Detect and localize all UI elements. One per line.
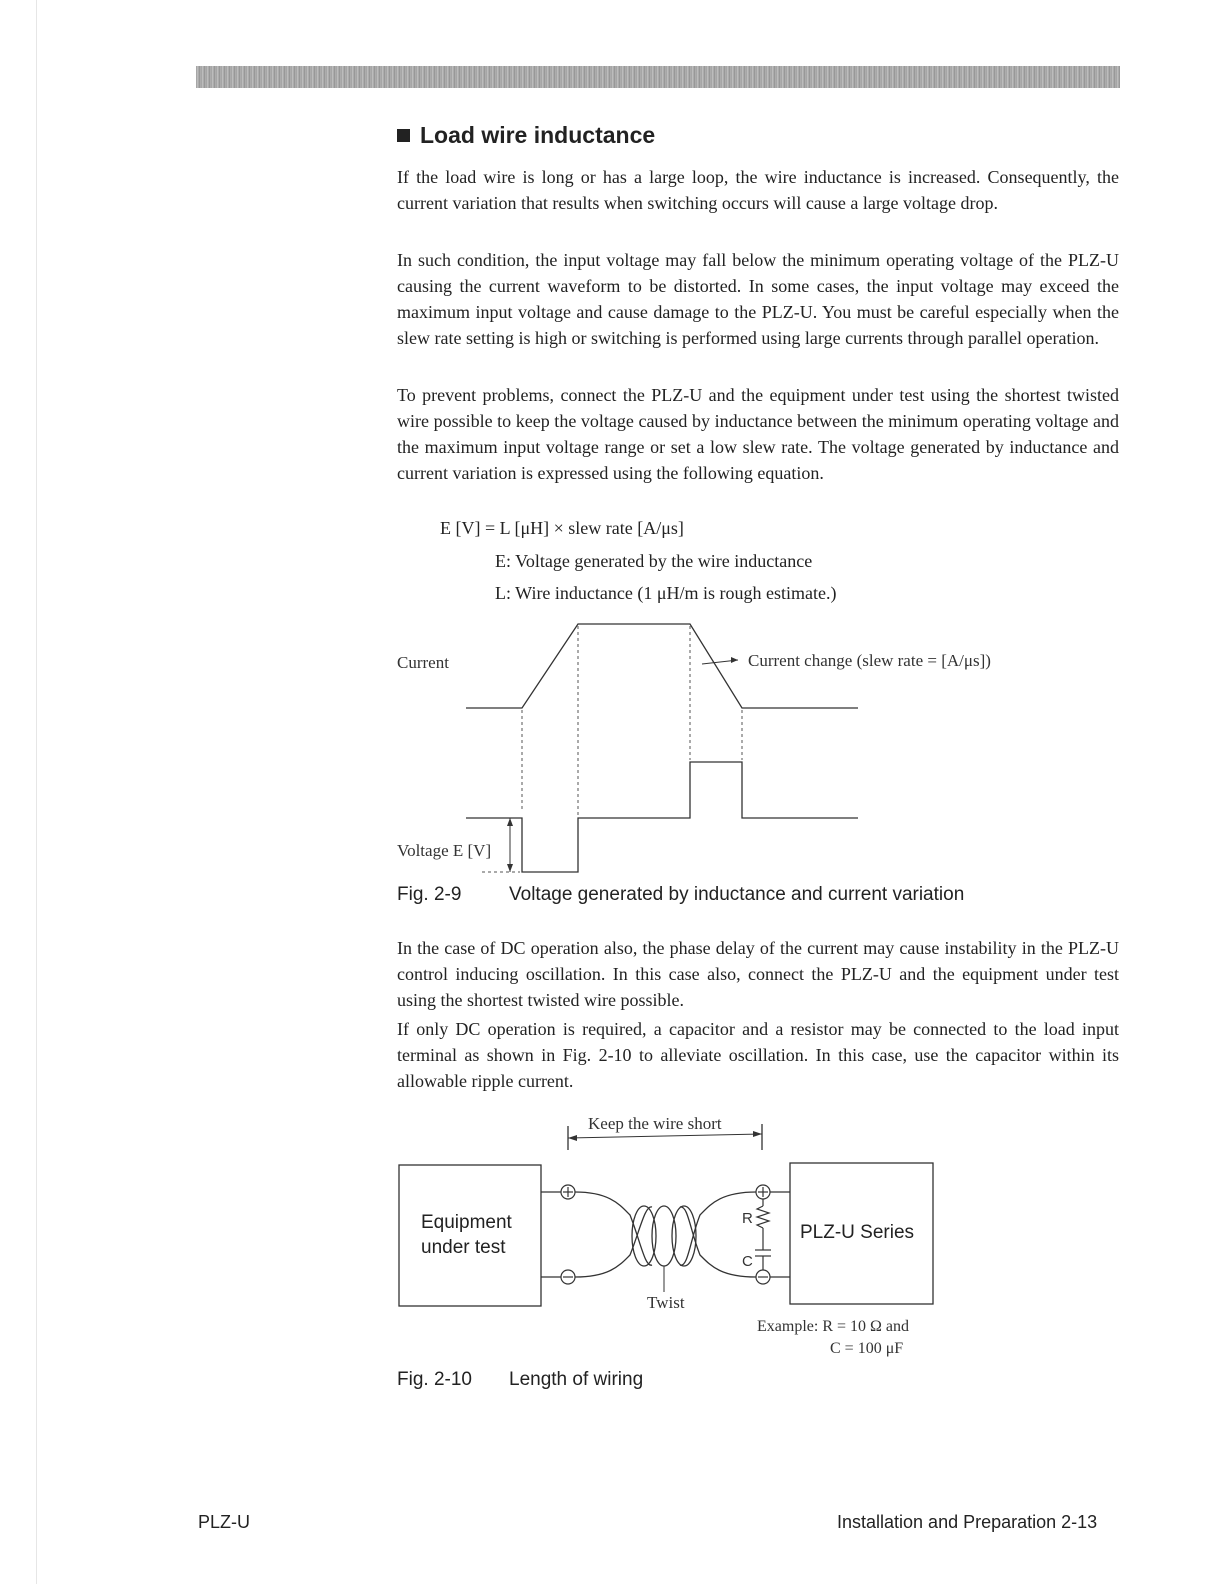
paragraph-3: To prevent problems, connect the PLZ-U and the equipment under test using the shortest twisted wire possible to keep the voltage caused by inductance between the minimum operating voltage and the maximum input voltage range or set a low slew rate. The voltage generated by inductance and current variation is expressed using the following equation. (397, 385, 1119, 483)
keep-short-dimension (568, 1134, 762, 1138)
fig9-current-label: Current (397, 653, 449, 672)
fig-2-9-number: Fig. 2-9 (397, 884, 462, 905)
dimension-arrow-right-icon (753, 1131, 762, 1137)
fig9-slew-label: Current change (slew rate = [A/μs]) (748, 651, 991, 670)
paragraph-4: In the case of DC operation also, the phase delay of the current may cause instability in the PLZ-U control inducing oscillation. In this case also, connect the PLZ-U and the equipment under test using the shortest twisted wire possible. (397, 938, 1119, 1010)
footer-right: Installation and Preparation 2-13 (837, 1512, 1098, 1532)
dimension-arrow-left-icon (568, 1135, 577, 1141)
paragraph-2: In such condition, the input voltage may fall below the minimum operating voltage of the PLZ-U causing the current waveform to be distorted. In some cases, the input voltage may exceed the maximum input voltage and cause damage to the PLZ-U. You must be careful especially when the slew rate setting is high or switching is performed using large currents through parallel operation. (397, 250, 1119, 348)
fig-2-10-number: Fig. 2-10 (397, 1369, 472, 1390)
example-line-2: C = 100 μF (830, 1340, 904, 1357)
c-label: C (742, 1253, 753, 1270)
equipment-label-2: under test (421, 1237, 506, 1258)
resistor-icon (757, 1206, 769, 1228)
section-heading-text: Load wire inductance (420, 122, 656, 148)
example-line-1: Example: R = 10 Ω and (757, 1318, 909, 1335)
twisted-wire (575, 1192, 756, 1277)
twist-label: Twist (647, 1293, 685, 1312)
eut-minus-terminal-icon (541, 1270, 575, 1284)
footer-left: PLZ-U (198, 1512, 251, 1532)
fig9-voltage-label: Voltage E [V] (397, 841, 492, 860)
rc-network (755, 1199, 771, 1270)
equipment-label-1: Equipment (421, 1212, 512, 1233)
keep-short-label: Keep the wire short (588, 1114, 722, 1133)
eut-plus-terminal-icon (541, 1185, 575, 1199)
equation-def-l: L: Wire inductance (1 μH/m is rough estimate.) (495, 583, 837, 603)
equation: E [V] = L [μH] × slew rate [A/μs] (440, 518, 684, 538)
fig-2-10-caption (397, 1369, 643, 1391)
fig-2-9-title: Voltage generated by inductance and current variation (509, 884, 965, 905)
plz-plus-terminal-icon (756, 1185, 790, 1199)
equation-def-e: E: Voltage generated by the wire inductance (495, 551, 813, 571)
paragraph-5: If only DC operation is required, a capacitor and a resistor may be connected to the load input terminal as shown in Fig. 2-10 to alleviate oscillation. In this case, use the capacitor within its allowable ripple current. (397, 1019, 1119, 1091)
equipment-box (399, 1165, 541, 1306)
plz-minus-terminal-icon (756, 1270, 790, 1284)
paragraph-1: If the load wire is long or has a large loop, the wire inductance is increased. Consequently, the current variation that results when switching occurs will cause a large voltage drop. (397, 167, 1119, 213)
r-label: R (742, 1210, 753, 1227)
plz-label: PLZ-U Series (800, 1222, 915, 1243)
fig-2-10-title: Length of wiring (509, 1369, 644, 1390)
